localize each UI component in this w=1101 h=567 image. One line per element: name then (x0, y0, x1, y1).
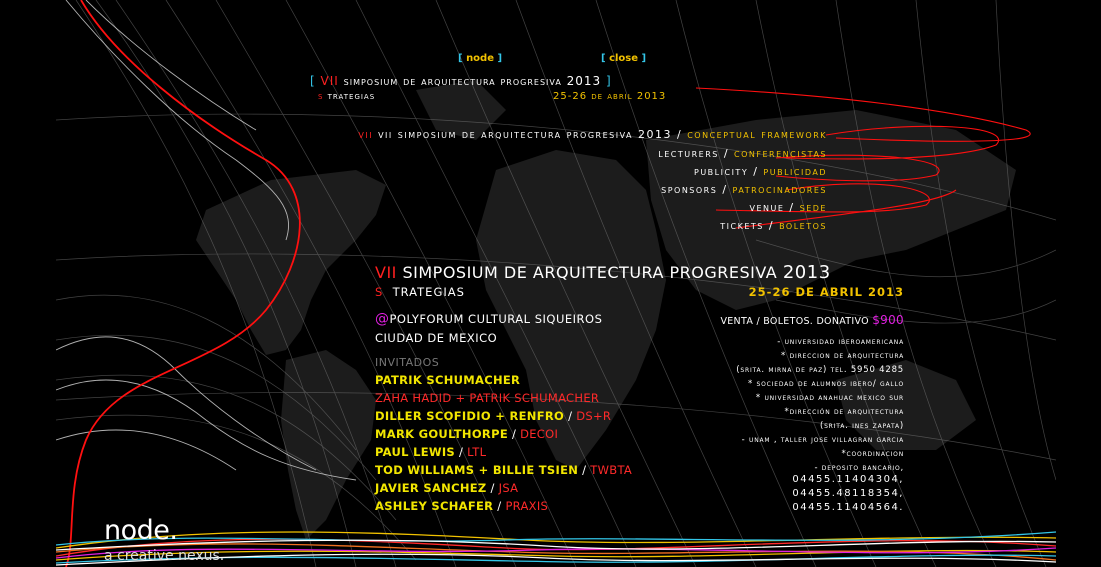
guest-name: PATRIK SCHUMACHER (375, 373, 521, 387)
menu-item-es: sede (799, 201, 827, 214)
guest-row (375, 373, 520, 387)
menu-item-es: conceptual framework (687, 128, 827, 141)
event-title-text: SIMPOSIUM DE ARQUITECTURA PROGRESIVA (402, 263, 778, 282)
event-roman: VII (375, 263, 397, 282)
guest-firm: LTL (467, 445, 487, 459)
price: $900 (872, 313, 904, 327)
guest-firm: DS+R (576, 409, 612, 423)
bracket-open: [ (601, 53, 610, 64)
event-trategias (375, 285, 465, 299)
header-trategias (318, 91, 375, 102)
node-logo[interactable]: node. (104, 515, 178, 546)
guest-name: PAUL LEWIS (375, 445, 456, 459)
guest-row: JAVIER SANCHEZ / JSA (375, 481, 519, 495)
menu-item-framework[interactable]: vii vii simposium de arquitectura progresiva 2013 / conceptual framework (358, 128, 827, 141)
ticket-point: (srita. mirna de paz) tel. 5950 4285 (736, 365, 904, 375)
event-dates: 25-26 DE ABRIL 2013 (748, 285, 904, 299)
menu-item-en: publicity (694, 165, 749, 178)
menu-item-es: patrocinadores (732, 183, 827, 196)
stage (56, 0, 1056, 567)
guest-firm: DECOI (520, 427, 559, 441)
menu-item-publicity[interactable]: publicity / publicidad (694, 165, 827, 178)
ticket-point-phone: 04455.48118354, (792, 488, 904, 499)
ticket-point: * universidad anahuac mexico sur (755, 393, 904, 403)
ticket-point: (srita. ines zapata) (819, 421, 904, 431)
event-city: CIUDAD DE MEXICO (375, 331, 498, 345)
close-nav-label: close (609, 53, 639, 64)
guest-firm: ZAHA HADID + PATRIK SCHUMACHER (375, 391, 600, 405)
at-sign: @ (375, 311, 390, 327)
guest-name: JAVIER SANCHEZ (375, 481, 487, 495)
event-title (375, 262, 831, 283)
close-nav-link[interactable] (601, 53, 646, 64)
event-s: S (375, 285, 384, 299)
ticket-point-phone: 04455.11404564. (792, 502, 904, 513)
header-roman: VII (320, 74, 339, 88)
guest-row: MARK GOULTHORPE / DECOI (375, 427, 559, 441)
bracket-close: ] (638, 53, 647, 64)
menu-item-en: lecturers (658, 147, 719, 160)
event-trategias-text: TRATEGIAS (392, 285, 465, 299)
event-year: 2013 (782, 262, 831, 283)
tickets-price (720, 313, 904, 327)
header-s: s (318, 91, 324, 102)
guest-firm: TWBTA (590, 463, 633, 477)
guest-row: PAUL LEWIS / LTL (375, 445, 487, 459)
ticket-point: * direccion de arquitectura (781, 351, 904, 361)
ticket-point: - universidad iberoamericana (777, 337, 904, 347)
event-venue-text: POLYFORUM CULTURAL SIQUEIROS (389, 312, 603, 326)
header-title-text: simposium de arquitectura progresiva 2013 (343, 74, 602, 88)
logo-tagline: a creative nexus. (104, 548, 225, 564)
menu-item-es: boletos (779, 219, 827, 232)
guest-row: ASHLEY SCHAFER / PRAXIS (375, 499, 549, 513)
header-trategias-text: trategias (327, 91, 376, 102)
event-venue (375, 311, 602, 327)
ticket-point-phone: 04455.11404304, (792, 474, 904, 485)
guests-heading: INVITADOS (375, 356, 440, 369)
ticket-point: * sociedad de alumnos ibero/ gallo (747, 379, 904, 389)
header-title (310, 74, 612, 88)
menu-roman: vii (358, 128, 374, 141)
guest-name: ASHLEY SCHAFER (375, 499, 494, 513)
menu-item-en: tickets (720, 219, 764, 232)
ticket-point: - deposito bancario, (814, 463, 904, 473)
menu-item-en: venue (749, 201, 785, 214)
bracket-close: ] (601, 74, 612, 88)
tickets-label: VENTA / BOLETOS. DONATIVO (720, 316, 869, 327)
guest-firm: PRAXIS (505, 499, 549, 513)
bracket-close: ] (494, 53, 503, 64)
header-dates: 25-26 de abril 2013 (553, 91, 667, 102)
ticket-point: *dirección de arquitectura (784, 407, 904, 417)
menu-item-en: sponsors (661, 183, 718, 196)
menu-item-sponsors[interactable]: sponsors / patrocinadores (661, 183, 827, 196)
guest-row (375, 391, 599, 405)
menu-item-venue[interactable]: venue / sede (749, 201, 827, 214)
menu-item-es: conferencistas (734, 147, 827, 160)
node-nav-link[interactable] (458, 53, 502, 64)
guest-name: TOD WILLIAMS + BILLIE TSIEN (375, 463, 579, 477)
guest-name: DILLER SCOFIDIO + RENFRO (375, 409, 565, 423)
bracket-open: [ (458, 53, 467, 64)
menu-item-tickets[interactable]: tickets / boletos (720, 219, 827, 232)
ticket-point: *coordinacion (841, 449, 904, 459)
guest-firm: JSA (498, 481, 519, 495)
bracket-open: [ (310, 74, 321, 88)
menu-item-en: vii simposium de arquitectura progresiva 2013 (378, 128, 673, 141)
guest-name: MARK GOULTHORPE (375, 427, 508, 441)
ticket-point: - unam , taller jose villagran garcia (741, 435, 904, 445)
guest-row: DILLER SCOFIDIO + RENFRO / DS+R (375, 409, 612, 423)
guest-row: TOD WILLIAMS + BILLIE TSIEN / TWBTA (375, 463, 633, 477)
menu-item-es: publicidad (763, 165, 827, 178)
menu-item-lecturers[interactable]: lecturers / conferencistas (658, 147, 827, 160)
node-nav-label: node (466, 53, 494, 64)
